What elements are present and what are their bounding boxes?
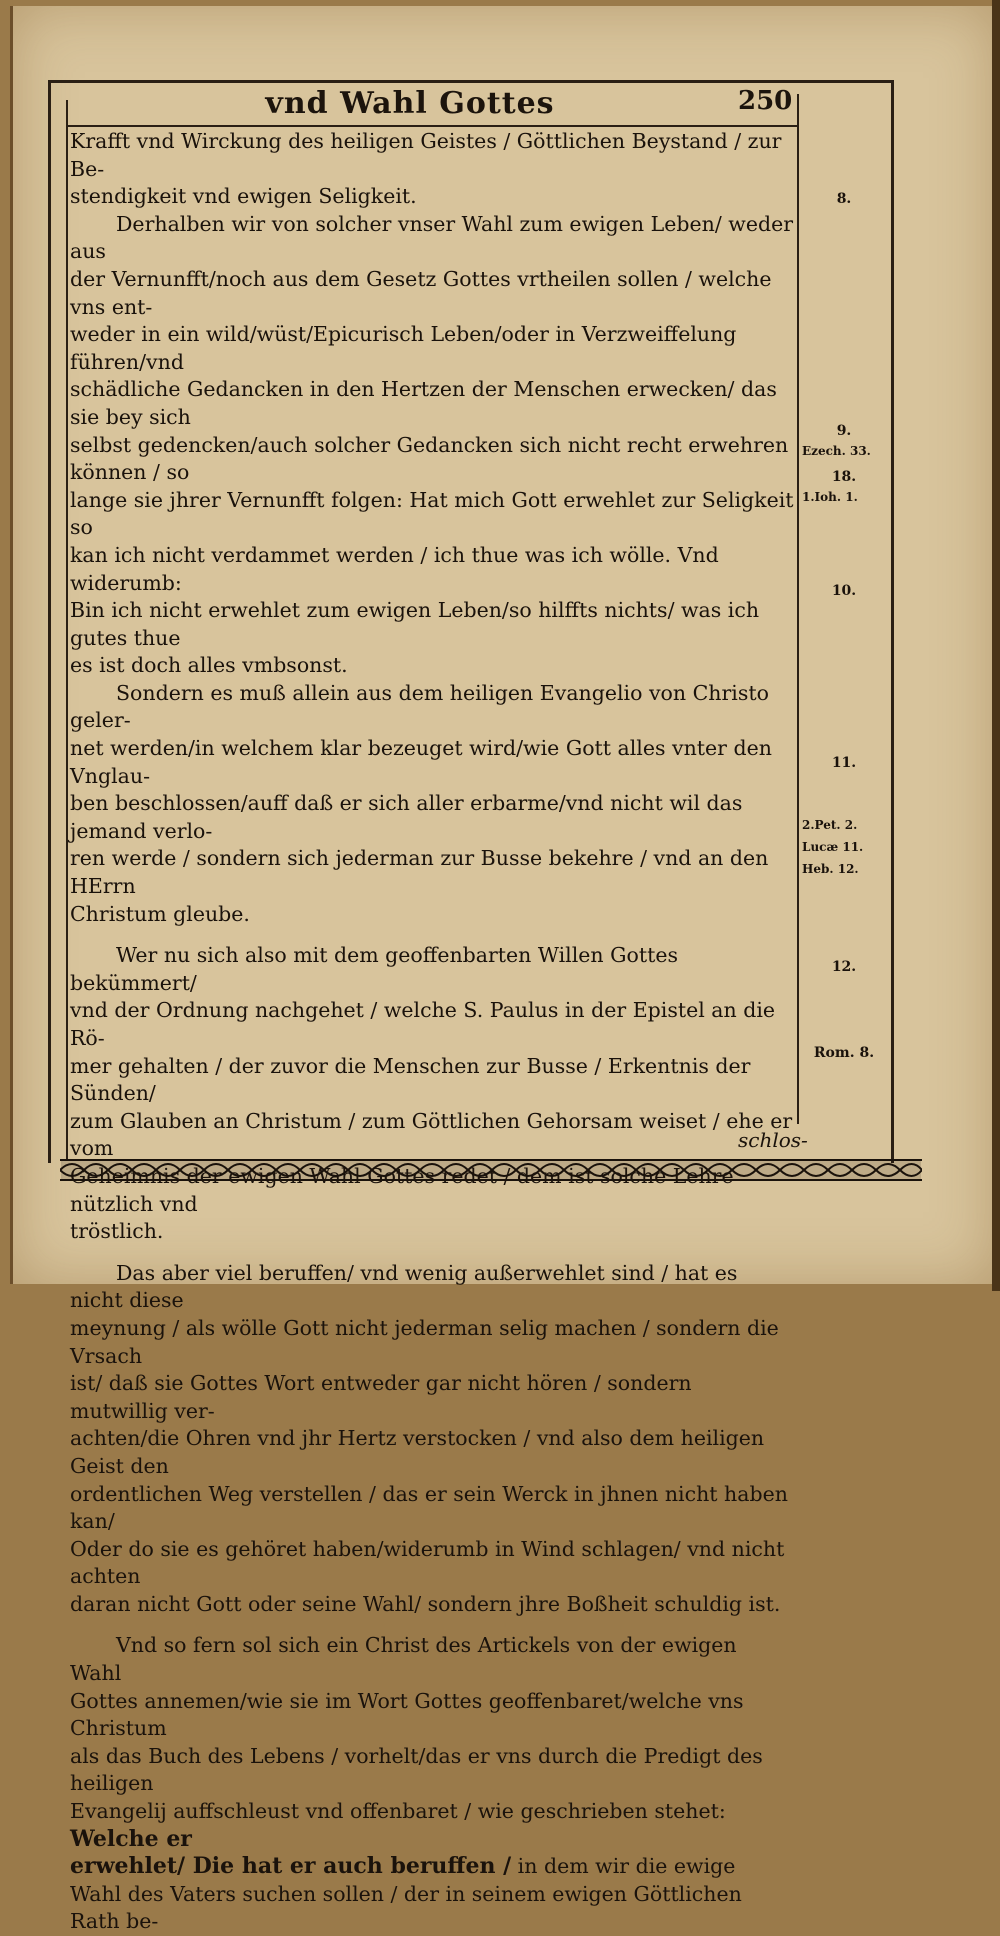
text-line: Krafft vnd Wirckung des heiligen Geistes / Göttlichen Beystand / zur Be- [70,129,782,181]
text-line: Gottes annemen/wie sie im Wort Gottes geoffenbaret/welche vns Christum [70,1688,744,1741]
text-line: net werden/in welchem klar bezeuget wird/wie Gott alles vnter den Vnglau- [70,736,772,788]
text-line [70,1853,794,1881]
text-line: Sondern es muß allein aus dem heiligen Evangelio von Christo geler- [70,680,769,733]
margin-note: Ezech. 33. [802,444,871,458]
text-line: stendigkeit vnd ewigen Seligkeit. [70,184,417,209]
text-line: Wahl des Vaters suchen sollen / der in seinem ewigen Göttlichen Rath be- [70,1881,742,1934]
left-rule [66,100,68,1160]
text-line: zum Glauben an Christum / zum Göttlichen Gehorsam weiset / ehe er vom [70,1108,793,1161]
text-line: der Vernunfft/noch aus dem Gesetz Gottes vrtheilen sollen / welche vns ent- [70,266,772,319]
ornament-pattern [60,1160,922,1180]
text-line: weder in ein wild/wüst/Epicurisch Leben/oder in Verzweiffelung führen/vnd [70,322,737,374]
margin-note: 12. [831,959,857,975]
emphasis-text: erwehlet/ Die hat er auch beruffen / [70,1853,512,1880]
text-line: ben beschlossen/auff daß er sich aller erbarme/vnd nicht wil das jemand verlo- [70,791,743,843]
text-line: mer gehalten / der zuvor die Menschen zur Busse / Erkentnis der Sünden/ [70,1053,751,1106]
margin-note: 2.Pet. 2. [802,818,858,832]
text-line: schädliche Gedancken in den Hertzen der Menschen erwecken/ das sie bey sich [70,377,777,429]
text-line: vnd der Ordnung nachgehet / welche S. Paulus in der Epistel an die Rö- [70,998,776,1050]
text-line: Derhalben wir von solcher vnser Wahl zum ewigen Leben/ weder aus [70,211,794,264]
text-line: ren werde / sondern sich jederman zur Busse bekehre / vnd an den HErrn [70,846,769,899]
text-line: Vnd so fern sol sich ein Christ des Artickels von der ewigen Wahl [70,1633,737,1686]
text-line: meynung / als wölle Gott nicht jederman selig machen / sondern die Vrsach [70,1315,779,1368]
margin-note: Rom. 8. [813,1045,875,1061]
text-line: Wer nu sich also mit dem geoffenbarten Willen Gottes bekümmert/ [70,943,678,995]
text-line: lange sie jhrer Vernunfft folgen: Hat mich Gott erwehlet zur Seligkeit so [70,487,794,540]
margin-note: 18. [831,469,857,485]
margin-note: 11. [831,755,857,771]
text-line: ordentlichen Weg verstellen / das er sein Werck in jhnen nicht haben kan/ [70,1481,788,1534]
text-line: daran nicht Gott oder seine Wahl/ sondern jhre Boßheit schuldig ist. [70,1591,781,1616]
text-line: selbst gedencken/auch solcher Gedancken sich nicht recht erwehren können / so [70,432,789,485]
text-line: tröstlich. [70,1219,164,1244]
text-line: Geheimnis der ewigen Wahl Gottes redet / dem ist solche Lehre nützlich vnd [70,1163,734,1216]
margin-note: 1.Ioh. 1. [802,490,858,504]
text-line: kan ich nicht verdammet werden / ich thue was ich wölle. Vnd widerumb: [70,542,719,595]
emphasis-text: Welche er [70,1825,192,1852]
text-line: als das Buch des Lebens / vorhelt/das er vns durch die Predigt des heiligen [70,1743,763,1796]
ornamental-border [60,1156,922,1184]
body-text [70,128,794,1936]
margin-note: 10. [831,583,857,599]
margin-note: 9. [836,423,852,439]
text-line: Bin ich nicht erwehlet zum ewigen Leben/so hilffts nichts/ was ich gutes thue [70,598,760,650]
margin-rule [797,94,799,1124]
page-number: 250 [738,86,793,116]
margin-note: 8. [836,191,852,207]
text-span: Evangelij auffschleust vnd offenbaret / wie geschrieben stehet: [70,1799,726,1824]
text-line: Christum gleube. [70,901,250,926]
text-line [70,1798,794,1853]
margin-note: Heb. 12. [802,862,859,876]
scan-edge [992,0,1000,1291]
text-line: Oder do sie es gehöret haben/widerumb in Wind schlagen/ vnd nicht achten [70,1536,785,1589]
text-line: Das aber viel beruffen/ vnd wenig außerwehlet sind / hat es nicht diese [70,1260,738,1313]
header-rule [66,125,798,127]
text-span: in dem wir die ewige [511,1854,736,1879]
catchword: schlos- [738,1128,808,1152]
text-line: achten/die Ohren vnd jhr Hertz verstocken / vnd also dem heiligen Geist den [70,1426,765,1478]
running-title: vnd Wahl Gottes [265,86,555,121]
text-line: es ist doch alles vmbsonst. [70,653,348,678]
margin-note: Lucæ 11. [802,840,864,854]
text-line: ist/ daß sie Gottes Wort entweder gar nicht hören / sondern mutwillig ver- [70,1371,692,1423]
